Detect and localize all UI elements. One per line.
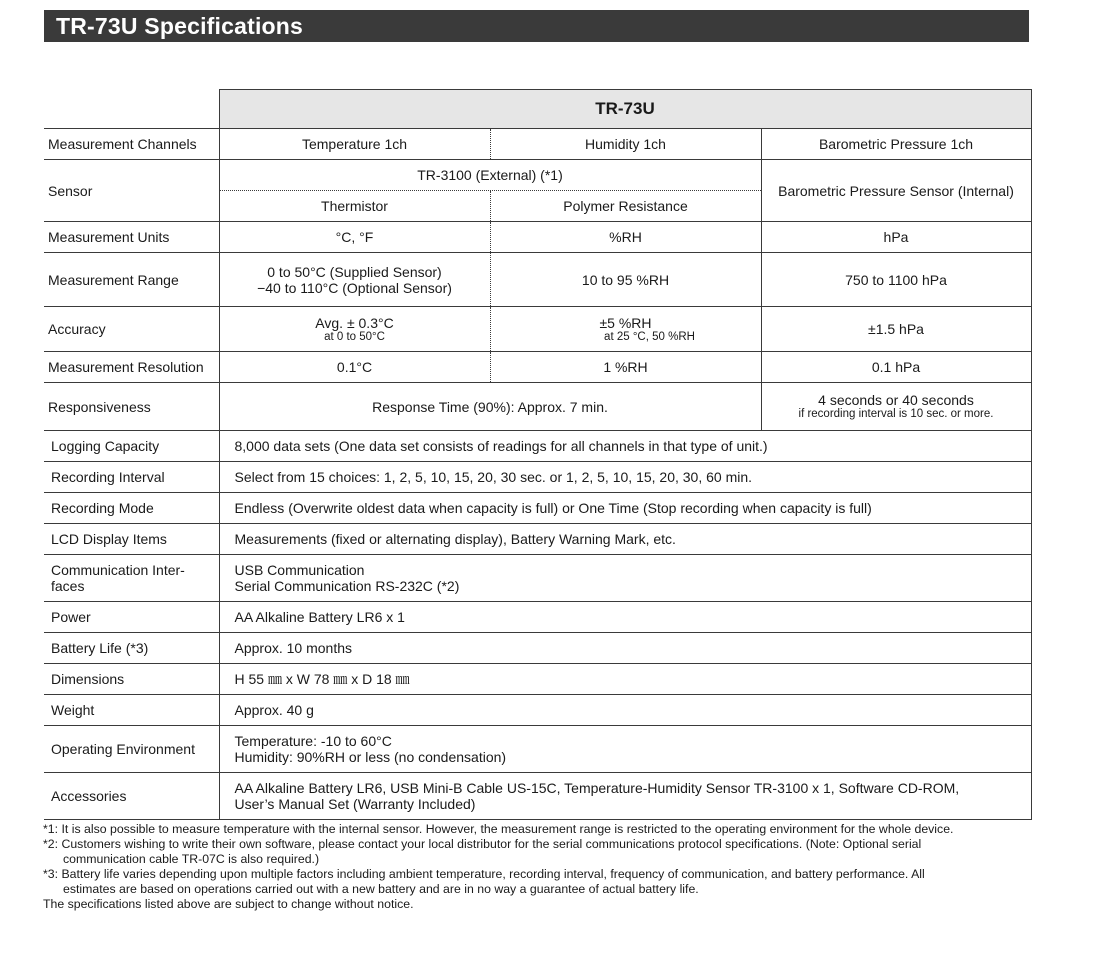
cell-value [219, 726, 1031, 773]
cell-temperature: °C, °F [219, 222, 490, 253]
row-logging-capacity [44, 431, 1031, 462]
row-lcd-display-items [44, 524, 1031, 555]
row-label: Measurement Range [44, 253, 219, 307]
row-battery-life [44, 633, 1031, 664]
row-label: Logging Capacity [44, 431, 219, 462]
value-line: User’s Manual Set (Warranty Included) [234, 796, 476, 812]
cell-temperature: Thermistor [219, 191, 490, 222]
row-label: Operating Environment [44, 726, 219, 773]
row-accessories [44, 773, 1031, 820]
cell-pressure: hPa [761, 222, 1031, 253]
row-label: Recording Mode [44, 493, 219, 524]
cell-pressure [761, 383, 1031, 431]
footnote-2: *2: Customers wishing to write their own software, please contact your local distributor for the serial communications protocol specifications. (Note: Optional serial [43, 837, 922, 851]
cell-pressure: 750 to 1100 hPa [761, 253, 1031, 307]
cell-temperature [219, 307, 490, 352]
spec-table [44, 89, 1032, 820]
value-line: Temperature: -10 to 60°C [234, 733, 392, 749]
cell-humidity: Humidity 1ch [490, 129, 761, 160]
cell-value [219, 773, 1031, 820]
row-measurement-units [44, 222, 1031, 253]
value-line: Serial Communication RS-232C (*2) [234, 578, 460, 594]
label-line: faces [51, 578, 85, 594]
row-label [44, 555, 219, 602]
cell-temperature [219, 253, 490, 307]
cell-humidity [490, 307, 761, 352]
row-label: Sensor [44, 160, 219, 222]
row-communication-interfaces [44, 555, 1031, 602]
accuracy-condition: at 25 °C, 50 %RH [604, 330, 695, 343]
row-label: Recording Interval [44, 462, 219, 493]
label-line: Communication Inter- [51, 562, 185, 578]
cell-pressure: Barometric Pressure Sensor (Internal) [761, 160, 1031, 222]
footnote-3-continued: estimates are based on operations carried out with a new battery and are in no way a guarantee of actual battery life. [63, 882, 699, 896]
cell-value: Endless (Overwrite oldest data when capacity is full) or One Time (Stop recording when capacity is full) [219, 493, 1031, 524]
cell-value: Measurements (fixed or alternating display), Battery Warning Mark, etc. [219, 524, 1031, 555]
cell-humidity: 1 %RH [490, 352, 761, 383]
cell-sensor-shared: TR-3100 (External) (*1) [219, 160, 761, 191]
row-measurement-resolution [44, 352, 1031, 383]
row-operating-environment [44, 726, 1031, 773]
cell-value: AA Alkaline Battery LR6 x 1 [219, 602, 1031, 633]
row-recording-mode [44, 493, 1031, 524]
cell-value: Approx. 40 g [219, 695, 1031, 726]
table-header-row [44, 90, 1031, 129]
row-label: Responsiveness [44, 383, 219, 431]
range-optional: −40 to 110°C (Optional Sensor) [257, 279, 452, 296]
row-measurement-channels [44, 129, 1031, 160]
value-line: Humidity: 90%RH or less (no condensation) [234, 749, 507, 765]
response-main: 4 seconds or 40 seconds [818, 392, 974, 408]
cell-pressure: Barometric Pressure 1ch [761, 129, 1031, 160]
row-accuracy [44, 307, 1031, 352]
accuracy-main: ±5 %RH [599, 314, 652, 331]
row-power [44, 602, 1031, 633]
footnote-2-continued: communication cable TR-07C is also required.) [63, 852, 320, 866]
row-label: Accuracy [44, 307, 219, 352]
model-header: TR-73U [219, 90, 1031, 129]
cell-humidity: Polymer Resistance [490, 191, 761, 222]
footnotes [43, 822, 1043, 912]
row-label: Accessories [44, 773, 219, 820]
title-bar [44, 10, 1029, 42]
cell-humidity: 10 to 95 %RH [490, 253, 761, 307]
accuracy-condition: at 0 to 50°C [324, 330, 385, 343]
row-recording-interval [44, 462, 1031, 493]
row-label: Weight [44, 695, 219, 726]
response-condition: if recording interval is 10 sec. or more. [798, 408, 994, 420]
cell-value: Select from 15 choices: 1, 2, 5, 10, 15, 20, 30 sec. or 1, 2, 5, 10, 15, 20, 30, 60 min. [219, 462, 1031, 493]
row-sensor [44, 160, 1031, 191]
disclaimer: The specifications listed above are subject to change without notice. [43, 897, 414, 911]
footnote-3: *3: Battery life varies depending upon multiple factors including ambient temperature, recording interval, frequency of communication, and battery performance. All [43, 867, 925, 881]
row-label: LCD Display Items [44, 524, 219, 555]
page-title: TR-73U Specifications [56, 13, 304, 39]
row-label: Measurement Channels [44, 129, 219, 160]
cell-value [219, 555, 1031, 602]
accuracy-main: Avg. ± 0.3°C [315, 314, 394, 331]
header-spacer [44, 90, 219, 129]
cell-value: 8,000 data sets (One data set consists of readings for all channels in that type of unit.) [219, 431, 1031, 462]
row-label: Dimensions [44, 664, 219, 695]
row-weight [44, 695, 1031, 726]
cell-humidity: %RH [490, 222, 761, 253]
cell-temperature: 0.1°C [219, 352, 490, 383]
cell-value: Approx. 10 months [219, 633, 1031, 664]
row-responsiveness [44, 383, 1031, 431]
row-label: Measurement Resolution [44, 352, 219, 383]
cell-temperature: Temperature 1ch [219, 129, 490, 160]
cell-temp-humidity: Response Time (90%): Approx. 7 min. [219, 383, 761, 431]
value-line: AA Alkaline Battery LR6, USB Mini-B Cable US-15C, Temperature-Humidity Sensor TR-3100 x 1, Software CD-ROM, [234, 780, 960, 796]
row-dimensions [44, 664, 1031, 695]
cell-pressure: 0.1 hPa [761, 352, 1031, 383]
cell-pressure: ±1.5 hPa [761, 307, 1031, 352]
range-supplied: 0 to 50°C (Supplied Sensor) [267, 263, 442, 280]
row-label: Battery Life (*3) [44, 633, 219, 664]
row-label: Measurement Units [44, 222, 219, 253]
cell-value: H 55 ㎜ x W 78 ㎜ x D 18 ㎜ [219, 664, 1031, 695]
footnote-1: *1: It is also possible to measure temperature with the internal sensor. However, the measurement range is restricted to the operating environment for the whole device. [43, 822, 954, 836]
value-line: USB Communication [234, 562, 365, 578]
row-label: Power [44, 602, 219, 633]
row-measurement-range [44, 253, 1031, 307]
